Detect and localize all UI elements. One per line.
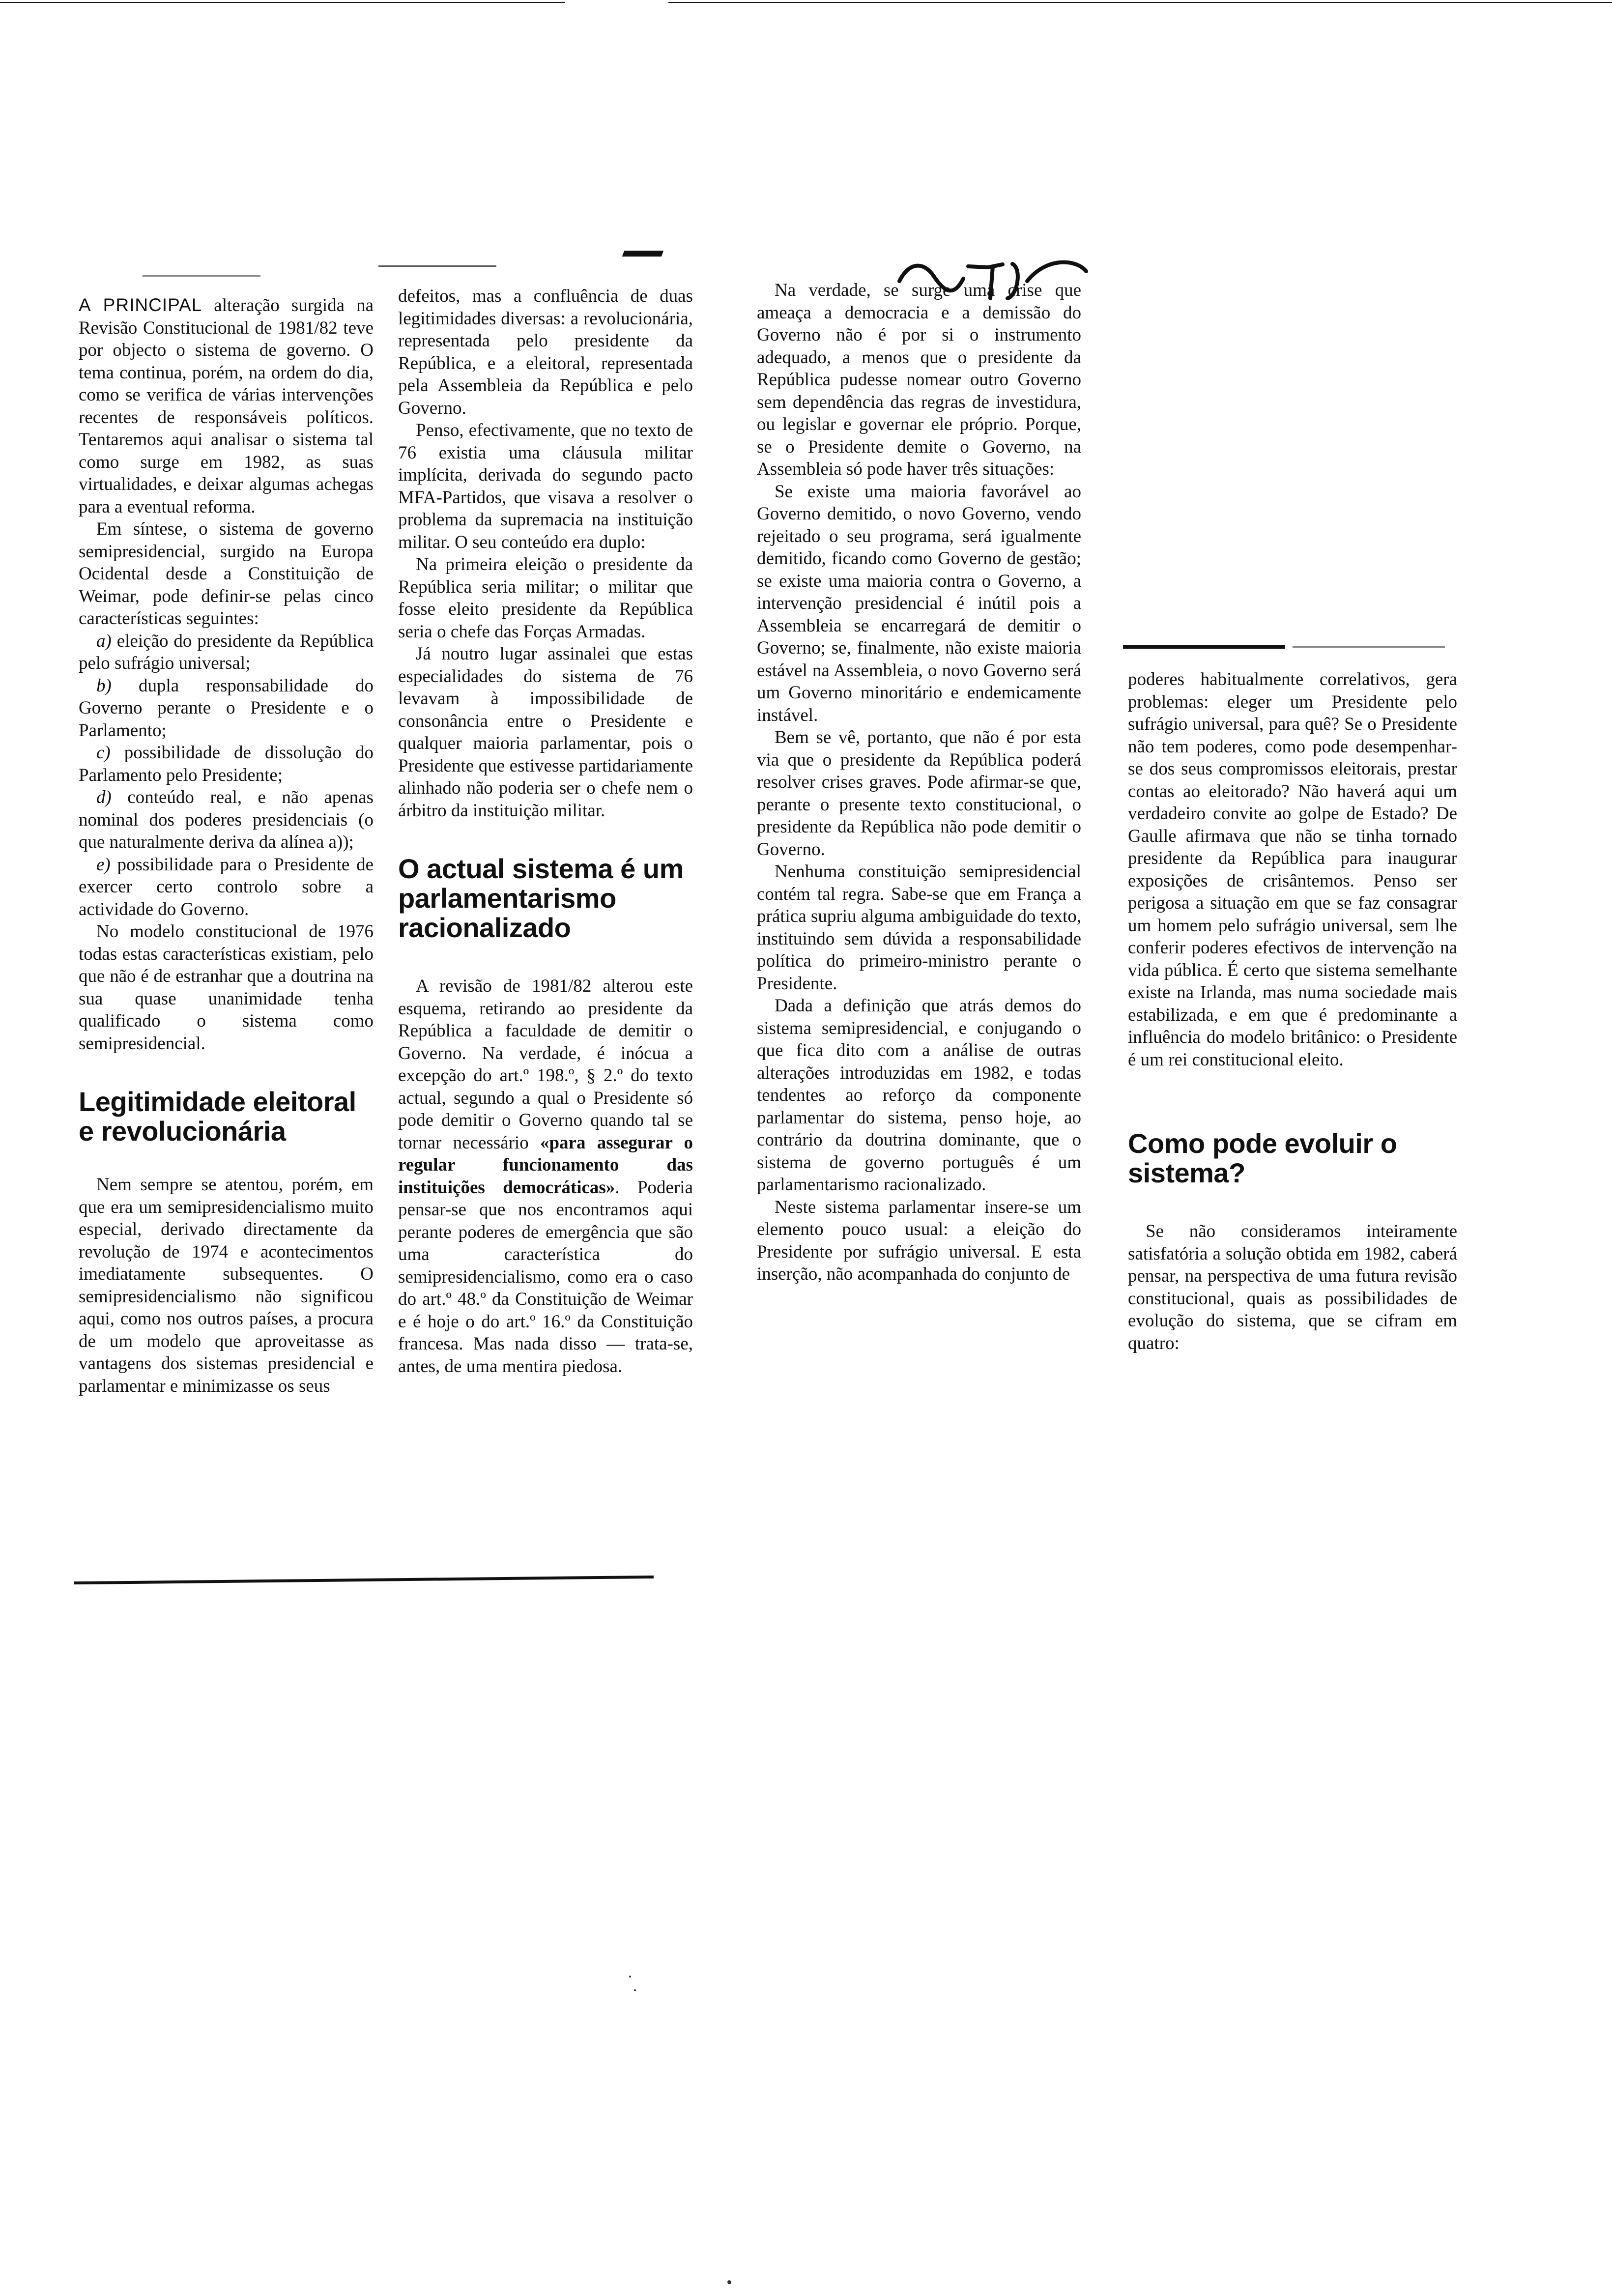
paragraph: Penso, efectivamente, que no texto de 76 existia uma cláusula militar implícita, derivada do segundo pacto MFA-Partidos, que visava a resolver o problema da supremacia na instituição militar. O seu conteúdo era duplo: — [398, 420, 693, 552]
paragraph: Em síntese, o sistema de governo semipresidencial, surgido na Europa Ocidental desde a Constituição de Weimar, pode definir-se pelas cinco características seguintes: — [79, 519, 374, 629]
list-item: c) possibilidade de dissolução do Parlamento pelo Presidente; — [79, 743, 374, 785]
list-item: d) conteúdo real, e não apenas nominal dos poderes presidenciais (o que naturalmente deriva da alínea a)); — [79, 787, 374, 852]
paragraph: No modelo constitucional de 1976 todas estas características existiam, pelo que não é de estranhar que a doutrina na sua quase unanimidade tenha qualificado o sistema como semipresidencial. — [79, 921, 374, 1054]
section-heading: Legitimidade eleitoral e revolucionária — [79, 1086, 356, 1147]
list-label: b) — [96, 675, 112, 696]
list-item: a) eleição do presidente da República pelo sufrágio universal; — [79, 631, 374, 673]
column-3 — [757, 279, 1081, 1286]
column-1 — [79, 294, 374, 1397]
list-item: b) dupla responsabilidade do Governo perante o Presidente e o Parlamento; — [79, 675, 374, 741]
quoted-clause: «para assegurar o regular funcionamento das instituições democráticas» — [398, 1132, 693, 1198]
intro-lead: A PRINCIPAL — [79, 295, 202, 315]
intro-paragraph — [79, 294, 374, 518]
speck — [629, 1976, 631, 1978]
paragraph: Se não consideramos inteiramente satisfatória a solução obtida em 1982, caberá pensar, na perspectiva de uma futura revisão constitucional, quais as possibilidades de evolução do sistema, que se cifram em quatro: — [1128, 1221, 1457, 1353]
paragraph: defeitos, mas a confluência de duas legitimidades diversas: a revolucionária, representada pelo presidente da República, e a eleitoral, representada pela Assembleia da República e pelo Governo. — [398, 286, 693, 418]
column-top-dashes — [143, 275, 260, 277]
paragraph: Bem se vê, portanto, que não é por esta via que o presidente da República poderá resolver crises graves. Pode afirmar-se que, perante o presente texto constitucional, o presidente da República não pode demitir o Governo. — [757, 727, 1081, 860]
column-2 — [398, 285, 693, 1378]
paragraph: Na verdade, se surge uma crise que ameaça a democracia e a demissão do Governo não é por si o instrumento adequado, a menos que o presidente da República pudesse nomear outro Governo sem dependência das regras de investidura, ou legislar e governar ele próprio. Porque, se o Presidente demite o Governo, na Assembleia só pode haver três situações: — [757, 280, 1081, 479]
scan-edge-line — [0, 2, 565, 3]
paragraph: Nem sempre se atentou, porém, em que era um semipresidencialismo muito especial, derivado directamente da revolução de 1974 e acontecimentos imediatamente subsequentes. O semipresidencialismo não significou aqui, como nos outros países, a procura de um modelo que aproveitasse as vantagens dos sistemas presidencial e parlamentar e minimizasse os seus — [79, 1175, 374, 1396]
paragraph: A revisão de 1981/82 alterou este esquema, retirando ao presidente da República a faculdade de demitir o Governo. Na verdade, é inócua a excepção do art.º 198.º, § 2.º do texto actual, segundo a qual o Presidente só pode demitir o Governo quando tal se tornar necessário «para assegurar o regular funcionamento das instituições democráticas». Poderia pensar-se que nos encontramos aqui perante poderes de emergência que são uma característica do semipresidencialismo, como era o caso do art.º 48.º da Constituição de Weimar e é hoje o do art.º 16.º da Constituição francesa. Mas nada disso — trata-se, antes, de uma mentira piedosa. — [398, 976, 693, 1377]
paragraph: Dada a definição que atrás demos do sistema semipresidencial, e conjugando o que fica dito com a análise de outras alterações introduzidas em 1982, e todas tendentes ao reforço da componente parlamentar do sistema, penso hoje, ao contrário da doutrina dominante, que o sistema de governo português é um parlamentarismo racionalizado. — [757, 996, 1081, 1195]
intro-text: alteração surgida na Revisão Constitucional de 1981/82 teve por objecto o sistema de governo. O tema continua, porém, na ordem do dia, como se verifica de várias intervenções recentes de responsáveis políticos. Tentaremos aqui analisar o sistema tal como surge em 1982, as suas virtualidades, e deixar algumas achegas para a eventual reforma. — [79, 295, 374, 517]
column-4 — [1128, 668, 1457, 1354]
scan-edge-line — [668, 2, 1612, 3]
paragraph: Neste sistema parlamentar insere-se um elemento pouco usual: a eleição do Presidente por sufrágio universal. E esta inserção, não acompanhada do conjunto de — [757, 1197, 1081, 1284]
paragraph: Se existe uma maioria favorável ao Governo demitido, o novo Governo, vendo rejeitado o seu programa, será igualmente demitido, ficando como Governo de gestão; se existe uma maioria contra o Governo, a intervenção presidencial é inútil pois a Assembleia se encarregará de demitir o Governo; se, finalmente, não existe maioria estável na Assembleia, o novo Governo será um Governo minoritário e endemicamente instável. — [757, 481, 1081, 725]
paragraph: Na primeira eleição o presidente da República seria militar; o militar que fosse eleito presidente da República seria o chefe das Forças Armadas. — [398, 554, 693, 642]
section-heading: Como pode evoluir o sistema? — [1128, 1128, 1397, 1188]
column-top-mark — [622, 251, 663, 257]
paragraph: poderes habitualmente correlativos, gera problemas: eleger um Presidente pelo sufrágio universal, para quê? Se o Presidente não tem poderes, como pode desempenhar-se dos seus compromissos eleitorais, prestar contas ao eleitorado? Não haverá aqui um verdadeiro convite ao golpe de Estado? De Gaulle afirmava que não se tinha tornado presidente da República para inaugurar exposições de crisântemos. Penso ser perigosa a situação em que se faz consagrar um homem pelo sufrágio universal, sem lhe conferir poderes efectivos de intervenção na vida pública. É certo que sistema semelhante existe na Irlanda, mas numa sociedade mais estabilizada, e em que é predominante a influência do modelo britânico: o Presidente é um rei constitucional eleito. — [1128, 669, 1457, 1070]
column-4-top-dashes — [1293, 646, 1445, 648]
list-label: a) — [96, 631, 112, 651]
list-label: d) — [96, 787, 112, 807]
column-top-dashes — [378, 265, 496, 267]
list-item: e) possibilidade para o Presidente de exercer certo controlo sobre a actividade do Governo. — [79, 854, 374, 919]
paragraph: Nenhuma constituição semipresidencial contém tal regra. Sabe-se que em França a prática supriu alguma ambiguidade do texto, instituindo sem dúvida a responsabilidade política do primeiro-ministro perante o Presidente. — [757, 861, 1081, 994]
speck — [634, 1989, 636, 1991]
speck — [727, 2280, 731, 2284]
column-4-top-rule — [1123, 645, 1285, 649]
list-label: c) — [96, 743, 111, 763]
bottom-rule — [74, 1576, 654, 1584]
section-heading: O actual sistema é um parlamentarismo racionalizado — [398, 853, 684, 943]
list-label: e) — [96, 854, 111, 875]
paragraph: Já noutro lugar assinalei que estas especialidades do sistema de 76 levavam à impossibilidade de consonância entre o Presidente e qualquer maioria parlamentar, pois o Presidente que estivesse partidariamente alinhado não poderia ser o chefe nem o árbitro da instituição militar. — [398, 644, 693, 821]
